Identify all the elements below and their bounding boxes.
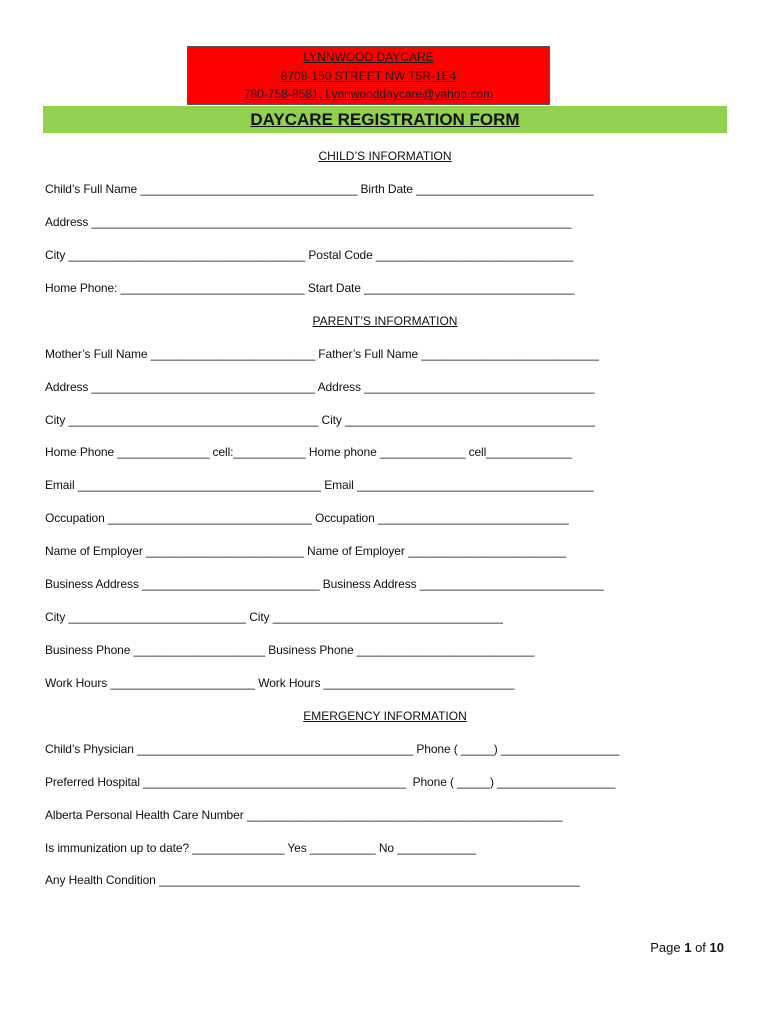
field-health-number[interactable]: Alberta Personal Health Care Number ________________________________________________	[45, 808, 563, 822]
field-parent-phones[interactable]: Home Phone ______________ cell:___________ Home phone _____________ cell_____________	[45, 445, 572, 459]
daycare-contact[interactable]: 780-758-8581, Lynnwooddaycare@yahoo.com	[243, 87, 494, 101]
section-parent-info: PARENT’S INFORMATION	[312, 314, 458, 328]
field-health-condition[interactable]: Any Health Condition ________________________________________________________________	[45, 873, 580, 887]
daycare-name: LYNNWOOD DAYCARE	[303, 50, 434, 64]
field-parent-email[interactable]: Email _____________________________________ Email ____________________________________	[45, 478, 594, 492]
field-employer[interactable]: Name of Employer ________________________ Name of Employer ________________________	[45, 544, 566, 558]
field-occupation[interactable]: Occupation _______________________________ Occupation _____________________________	[45, 511, 569, 525]
daycare-header	[187, 46, 550, 105]
field-parent-names[interactable]: Mother’s Full Name _________________________ Father’s Full Name ___________________________	[45, 347, 599, 361]
field-home-phone-start-date[interactable]: Home Phone: ____________________________ Start Date ________________________________	[45, 281, 575, 295]
page-number	[650, 940, 724, 955]
page-total: 10	[709, 940, 724, 955]
field-hospital[interactable]: Preferred Hospital ________________________________________ Phone ( _____) __________________	[45, 775, 616, 789]
field-parent-address[interactable]: Address __________________________________ Address ___________________________________	[45, 380, 595, 394]
field-business-phone[interactable]: Business Phone ____________________ Business Phone ___________________________	[45, 643, 535, 657]
form-title: DAYCARE REGISTRATION FORM	[250, 110, 520, 129]
page-of-label: of	[695, 940, 706, 955]
page-label: Page	[650, 940, 681, 955]
daycare-address: 8708-150 STREET NW T5R-1E4	[280, 68, 457, 83]
form-title-bar	[43, 106, 727, 133]
field-immunization[interactable]: Is immunization up to date? ______________ Yes __________ No ____________	[45, 841, 477, 855]
field-child-city-postal[interactable]: City ____________________________________ Postal Code ______________________________	[45, 248, 574, 262]
field-business-city[interactable]: City ___________________________ City ___________________________________	[45, 610, 503, 624]
field-work-hours[interactable]: Work Hours ______________________ Work Hours _____________________________	[45, 676, 515, 690]
section-emergency-info: EMERGENCY INFORMATION	[303, 709, 467, 723]
field-child-address[interactable]: Address _________________________________________________________________________	[45, 215, 572, 229]
field-physician[interactable]: Child’s Physician __________________________________________ Phone ( _____) __________________	[45, 742, 620, 756]
field-child-name-birthdate[interactable]: Child’s Full Name _________________________________ Birth Date ___________________________	[45, 182, 594, 196]
field-parent-city[interactable]: City ______________________________________ City ______________________________________	[45, 413, 595, 427]
section-child-info: CHILD’S INFORMATION	[318, 149, 452, 163]
page-current: 1	[684, 940, 692, 955]
field-business-address[interactable]: Business Address ___________________________ Business Address ____________________________	[45, 577, 604, 591]
